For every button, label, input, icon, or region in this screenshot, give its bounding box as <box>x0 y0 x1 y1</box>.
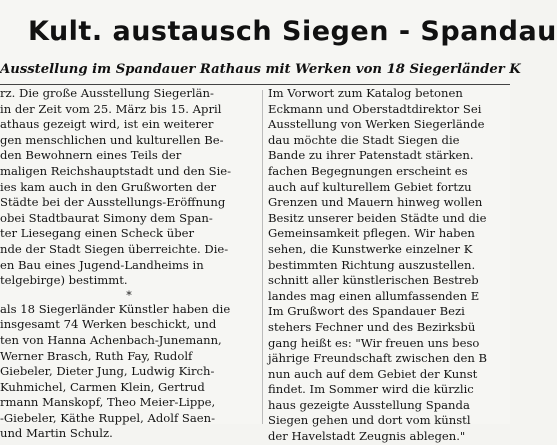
text-line: auch auf kulturellem Gebiet fortzu <box>268 179 472 194</box>
text-line: Im Grußwort des Spandauer Bezi <box>268 304 465 319</box>
text-line: Im Vorwort zum Katalog betonen <box>268 86 463 100</box>
header-rule <box>0 84 510 85</box>
left-paragraph-2 <box>0 302 258 442</box>
text-line: Ausstellung von Werken Siegerlände <box>268 117 485 132</box>
text-line: Gemeinsamkeit pflegen. Wir haben <box>268 226 475 241</box>
text-line: gang heißt es: "Wir freuen uns beso <box>268 335 480 350</box>
text-line: insgesamt 74 Werken beschickt, und <box>0 317 217 332</box>
text-line: in der Zeit vom 25. März bis 15. April <box>0 101 222 116</box>
text-line: maligen Reichshauptstadt und den Sie- <box>0 163 232 178</box>
text-line: Giebeler, Dieter Jung, Ludwig Kirch- <box>0 364 215 379</box>
right-paragraph-1 <box>268 86 510 304</box>
text-line: Bande zu ihrer Patenstadt stärken. <box>268 148 474 163</box>
text-line: gen menschlichen und kulturellen Be- <box>0 132 224 147</box>
right-column <box>268 86 510 445</box>
left-column <box>0 86 258 442</box>
text-line: fachen Begegnungen erscheint es <box>268 163 468 178</box>
text-line: telgebirge) bestimmt. <box>0 273 128 288</box>
text-line: Siegen gehen und dort vom künstl <box>268 413 471 428</box>
text-line: haus gezeigte Ausstellung Spanda <box>268 397 470 412</box>
text-line: Kuhmichel, Carmen Klein, Gertrud <box>0 379 205 394</box>
text-line: den Bewohnern eines Teils der <box>0 148 182 163</box>
subheadline: Ausstellung im Spandauer Rathaus mit Werken von 18 Siegerländer K <box>0 62 521 77</box>
text-line: dau möchte die Stadt Siegen die <box>268 132 460 147</box>
text-line: ies kam auch in den Grußworten der <box>0 179 217 194</box>
text-line: -Giebeler, Käthe Ruppel, Adolf Saen- <box>0 410 216 425</box>
text-line: landes mag einen allumfassenden E <box>268 288 480 303</box>
text-line: Werner Brasch, Ruth Fay, Rudolf <box>0 348 193 363</box>
text-line: schnitt aller künstlerischen Bestreb <box>268 273 479 288</box>
text-line: jährige Freundschaft zwischen den B <box>268 351 488 366</box>
headline: Kult. austausch Siegen - Spandau <box>28 16 557 47</box>
text-line: rz. Die große Ausstellung Siegerlän- <box>0 86 214 100</box>
text-line: der Havelstadt Zeugnis ablegen." <box>268 429 466 444</box>
text-line: en Bau eines Jugend-Landheims in <box>0 257 204 272</box>
right-paragraph-2 <box>268 304 510 444</box>
text-line: obei Stadtbaurat Simony dem Span- <box>0 210 213 225</box>
section-separator: * <box>126 288 132 302</box>
column-divider <box>262 90 263 424</box>
text-line: bestimmten Richtung auszustellen. <box>268 257 476 272</box>
text-line: stehers Fechner und des Bezirksbü <box>268 319 476 334</box>
text-line: nun auch auf dem Gebiet der Kunst <box>268 366 478 381</box>
text-line: findet. Im Sommer wird die kürzlic <box>268 382 474 397</box>
text-line: Eckmann und Oberstadtdirektor Sei <box>268 101 482 116</box>
text-line: ten von Hanna Achenbach-Junemann, <box>0 332 222 347</box>
text-line: ter Liesegang einen Scheck über <box>0 226 195 241</box>
text-line: Grenzen und Mauern hinweg wollen <box>268 195 483 210</box>
text-line: nde der Stadt Siegen überreichte. Die- <box>0 241 229 256</box>
text-line: sehen, die Kunstwerke einzelner K <box>268 241 473 256</box>
text-line: Besitz unserer beiden Städte und die <box>268 210 487 225</box>
text-line: Städte bei der Ausstellungs-Eröffnung <box>0 195 226 210</box>
left-paragraph-1 <box>0 86 258 289</box>
text-line: athaus gezeigt wird, ist ein weiterer <box>0 117 214 132</box>
text-line: rmann Manskopf, Theo Meier-Lippe, <box>0 395 216 410</box>
text-line: als 18 Siegerländer Künstler haben die <box>0 301 231 316</box>
text-line: und Martin Schulz. <box>0 426 113 441</box>
